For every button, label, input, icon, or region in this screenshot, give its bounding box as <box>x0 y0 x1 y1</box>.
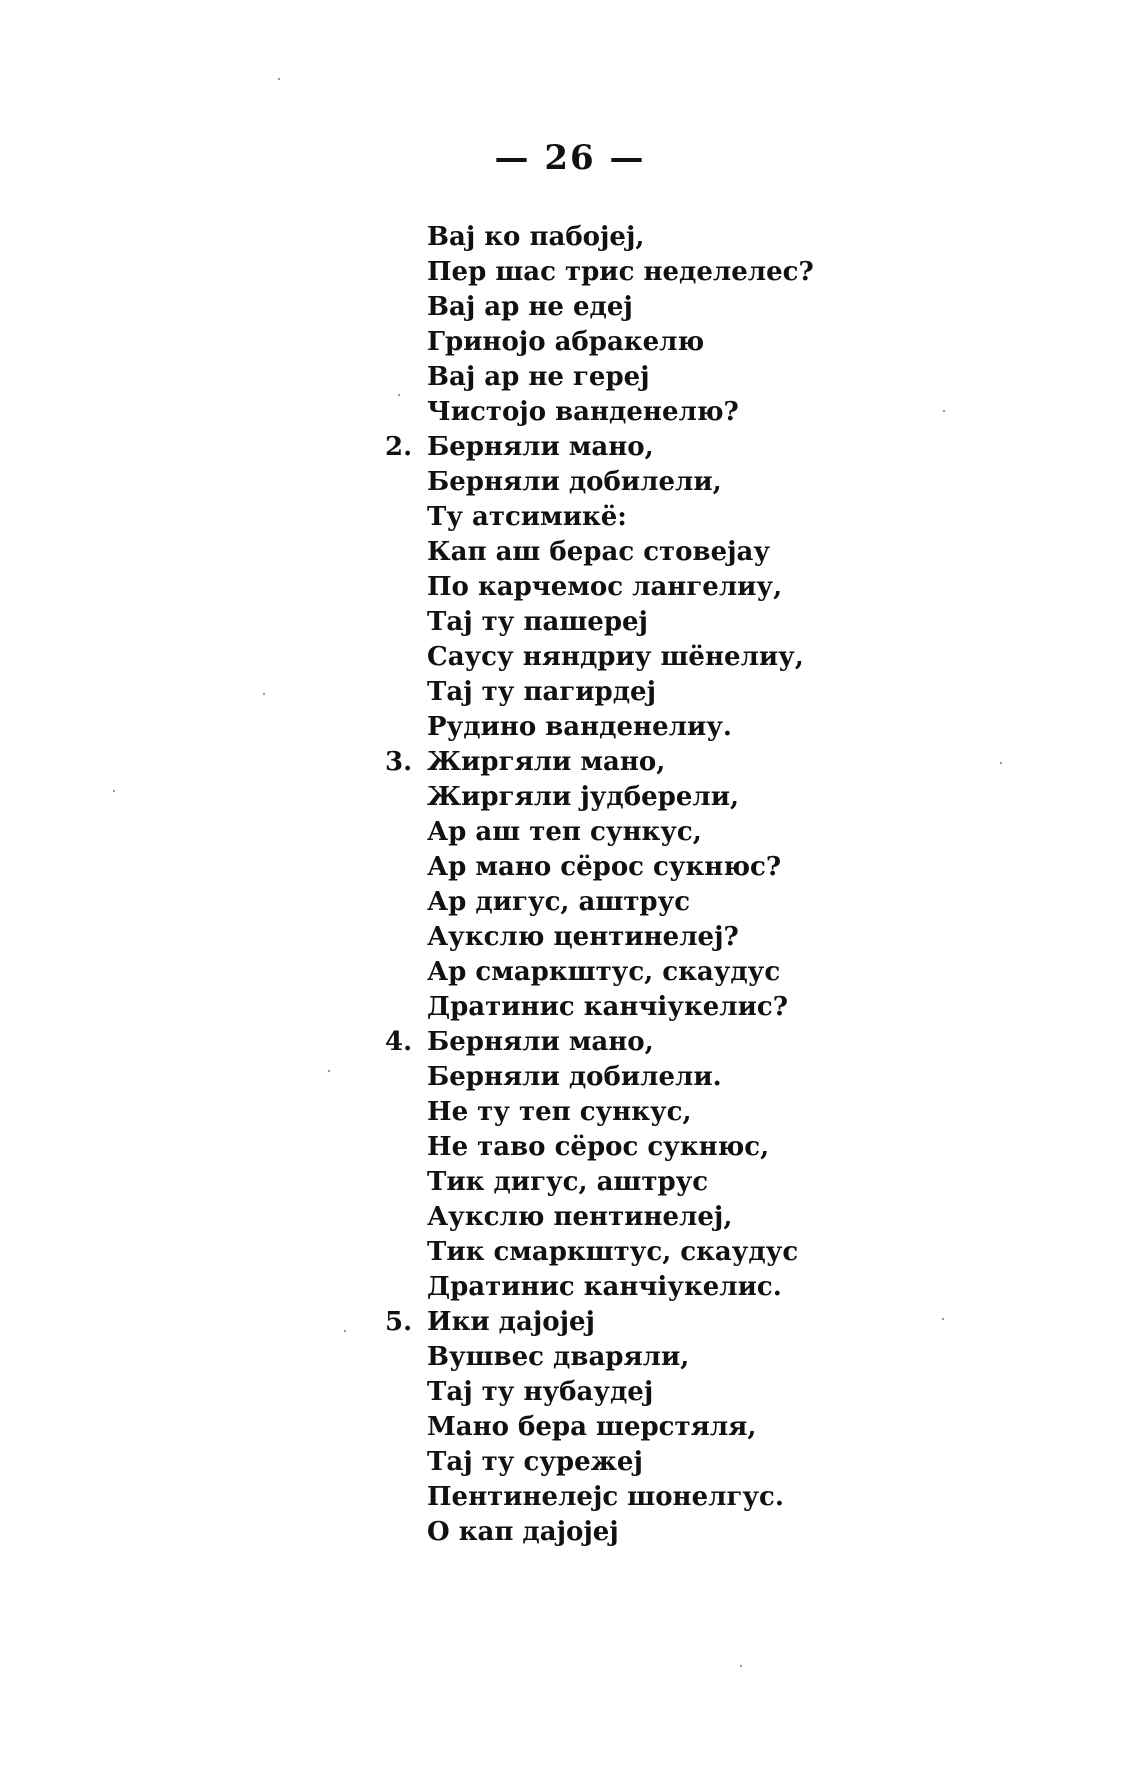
poem-line <box>385 1165 945 1200</box>
line-text: Берняли добилели, <box>427 467 722 497</box>
line-text: Берняли добилели. <box>427 1062 722 1092</box>
line-text: О кап дајојеј <box>427 1517 619 1547</box>
line-text: Пентинелејс шонелгус. <box>427 1482 784 1512</box>
poem-line <box>385 535 945 570</box>
line-text: Тај ту пашереј <box>427 607 648 637</box>
line-text: Дратинис канчiукелис? <box>427 992 788 1022</box>
line-text: Тик смаркштус, скаудус <box>427 1237 799 1267</box>
line-text: Вушвес дваряли, <box>427 1342 690 1372</box>
poem-line <box>385 1445 945 1480</box>
poem-line <box>385 1270 945 1305</box>
stanza-number: 5. <box>385 1307 413 1337</box>
line-text: Дратинис канчiукелис. <box>427 1272 782 1302</box>
paper-speck <box>328 1070 330 1072</box>
line-text: Ту атсимикё: <box>427 502 627 532</box>
poem-line <box>385 220 945 255</box>
line-text: Ики дајојеј <box>427 1307 595 1337</box>
poem-line <box>385 430 945 465</box>
poem-line <box>385 290 945 325</box>
poem-line <box>385 1060 945 1095</box>
poem-line <box>385 1515 945 1550</box>
line-text: Кап аш берас стовејау <box>427 537 771 567</box>
poem-line <box>385 1095 945 1130</box>
poem-line <box>385 885 945 920</box>
line-text: Ар мано сёрос сукнюс? <box>427 852 782 882</box>
line-text: Тик дигус, аштрус <box>427 1167 709 1197</box>
poem-line <box>385 640 945 675</box>
line-text: Жиргяли мано, <box>427 747 666 777</box>
poem-line <box>385 745 945 780</box>
line-text: Не таво сёрос сукнюс, <box>427 1132 770 1162</box>
line-text: Вај ар не гереј <box>427 362 650 392</box>
paper-speck <box>113 790 115 792</box>
poem-line <box>385 1200 945 1235</box>
paper-speck <box>740 1665 742 1667</box>
line-text: Аукслю пентинелеј, <box>427 1202 733 1232</box>
line-text: Рудино ванденелиу. <box>427 712 732 742</box>
poem-line <box>385 850 945 885</box>
paper-speck <box>398 394 400 396</box>
poem-line <box>385 955 945 990</box>
line-text: Тај ту сурежеј <box>427 1447 643 1477</box>
line-text: Не ту теп сункус, <box>427 1097 692 1127</box>
poem-line <box>385 1305 945 1340</box>
line-text: Мано бера шерстяля, <box>427 1412 757 1442</box>
poem-line <box>385 570 945 605</box>
poem-line <box>385 500 945 535</box>
poem-line <box>385 360 945 395</box>
paper-speck <box>1000 762 1002 764</box>
poem-line <box>385 815 945 850</box>
poem-line <box>385 1410 945 1445</box>
poem-line <box>385 710 945 745</box>
paper-speck <box>943 410 945 412</box>
line-text: Чистојо ванденелю? <box>427 397 739 427</box>
poem-line <box>385 395 945 430</box>
line-text: Берняли мано, <box>427 432 654 462</box>
page-number: — 26 — <box>494 138 646 178</box>
line-text: Жиргяли јудберели, <box>427 782 740 812</box>
poem-line <box>385 1025 945 1060</box>
line-text: Ар дигус, аштрус <box>427 887 691 917</box>
poem-line <box>385 465 945 500</box>
line-text: Аукслю центинелеј? <box>427 922 739 952</box>
line-text: Ар смаркштус, скаудус <box>427 957 781 987</box>
poem-line <box>385 1375 945 1410</box>
line-text: Тај ту пагирдеј <box>427 677 657 707</box>
poem-line <box>385 1130 945 1165</box>
poem-line <box>385 605 945 640</box>
poem-line <box>385 920 945 955</box>
poem-line <box>385 325 945 360</box>
line-text: Берняли мано, <box>427 1027 654 1057</box>
line-text: Гринојо абракелю <box>427 327 705 357</box>
poem-line <box>385 675 945 710</box>
line-text: Ар аш теп сункус, <box>427 817 702 847</box>
paper-speck <box>344 1330 346 1332</box>
poem-text <box>385 220 945 1550</box>
paper-speck <box>263 693 265 695</box>
stanza-number: 4. <box>385 1027 413 1057</box>
stanza-number: 2. <box>385 432 413 462</box>
line-text: Вај ар не едеј <box>427 292 633 322</box>
poem-line <box>385 1340 945 1375</box>
paper-speck <box>278 78 280 80</box>
stanza-number: 3. <box>385 747 413 777</box>
line-text: Вај ко пабојеј, <box>427 222 645 252</box>
poem-line <box>385 255 945 290</box>
paper-speck <box>942 1318 944 1320</box>
line-text: По карчемос лангелиу, <box>427 572 783 602</box>
line-text: Пер шас трис неделелес? <box>427 257 814 287</box>
line-text: Тај ту нубаудеј <box>427 1377 654 1407</box>
poem-line <box>385 780 945 815</box>
poem-line <box>385 1235 945 1270</box>
poem-line <box>385 990 945 1025</box>
poem-line <box>385 1480 945 1515</box>
line-text: Саусу няндриу шёнелиу, <box>427 642 804 672</box>
